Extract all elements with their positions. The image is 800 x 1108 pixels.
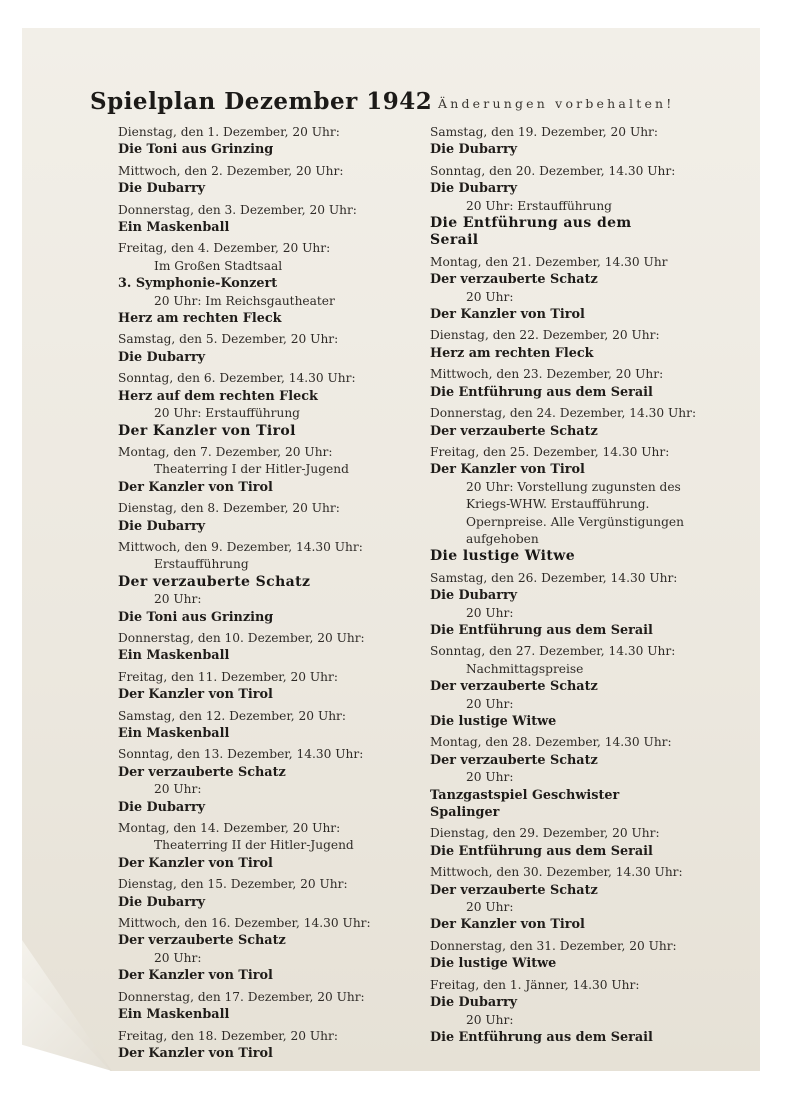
entry-performance-title: Die Dubarry — [430, 181, 518, 197]
entry-date-time: Samstag, den 12. Dezember, 20 Uhr: — [118, 708, 346, 723]
entry-date-time: Mittwoch, den 30. Dezember, 14.30 Uhr: — [430, 865, 683, 880]
entry-detail: 20 Uhr: Im Reichsgautheater — [154, 293, 335, 308]
entry-date-time: Mittwoch, den 23. Dezember, 20 Uhr: — [430, 367, 664, 382]
entry-performance-title: Die Toni aus Grinzing — [118, 142, 274, 158]
entry-detail: 20 Uhr: — [154, 950, 202, 965]
entry-performance-title: Der verzauberte Schatz — [118, 933, 286, 949]
entry-detail: 20 Uhr: — [466, 605, 514, 620]
entry-performance-title: Der verzauberte Schatz — [118, 573, 311, 590]
schedule-entry — [118, 1028, 418, 1063]
schedule-entry — [430, 938, 730, 973]
entry-performance-title: Die Dubarry — [118, 518, 206, 534]
entry-detail: Theaterring I der Hitler-Jugend — [154, 462, 349, 477]
schedule-entry — [430, 734, 730, 821]
schedule-entry — [118, 370, 418, 440]
entry-detail: 20 Uhr: — [466, 900, 514, 915]
entry-date-time: Donnerstag, den 10. Dezember, 20 Uhr: — [118, 630, 365, 645]
entry-detail: 20 Uhr: — [466, 770, 514, 785]
entry-performance-title: Herz am rechten Fleck — [118, 311, 282, 327]
schedule-entry — [118, 630, 418, 665]
entry-performance-title: Die Toni aus Grinzing — [118, 609, 274, 625]
entry-detail: 20 Uhr: Vorstellung zugunsten des — [466, 479, 681, 494]
entry-date-time: Samstag, den 26. Dezember, 14.30 Uhr: — [430, 570, 678, 585]
entry-performance-title: Der Kanzler von Tirol — [430, 462, 585, 478]
entry-date-time: Montag, den 21. Dezember, 14.30 Uhr — [430, 254, 668, 269]
entry-detail: Kriegs-WHW. Erstaufführung. — [466, 497, 650, 512]
schedule-entry — [118, 163, 418, 198]
page-title: Spielplan Dezember 1942 — [90, 88, 433, 115]
entry-performance-title: Herz am rechten Fleck — [430, 345, 594, 361]
entry-detail: aufgehoben — [466, 531, 539, 546]
entry-performance-title: Der verzauberte Schatz — [118, 764, 286, 780]
schedule-entry — [430, 864, 730, 934]
entry-date-time: Mittwoch, den 2. Dezember, 20 Uhr: — [118, 163, 344, 178]
entry-detail: 20 Uhr: — [154, 592, 202, 607]
entry-performance-title: Der Kanzler von Tirol — [430, 307, 585, 323]
entry-date-time: Samstag, den 5. Dezember, 20 Uhr: — [118, 332, 339, 347]
entry-performance-title: Die Entführung aus dem Serail — [430, 384, 653, 400]
schedule-entry — [118, 331, 418, 366]
entry-performance-title: Der verzauberte Schatz — [430, 882, 598, 898]
entry-detail: Im Großen Stadtsaal — [154, 258, 283, 273]
entry-detail: 20 Uhr: — [154, 782, 202, 797]
entry-performance-title: Serail — [430, 232, 479, 249]
entry-date-time: Donnerstag, den 24. Dezember, 14.30 Uhr: — [430, 406, 697, 421]
entry-date-time: Freitag, den 18. Dezember, 20 Uhr: — [118, 1028, 338, 1043]
schedule-entry — [430, 444, 730, 566]
entry-date-time: Dienstag, den 1. Dezember, 20 Uhr: — [118, 125, 340, 139]
entry-date-time: Sonntag, den 13. Dezember, 14.30 Uhr: — [118, 747, 364, 762]
entry-detail: 20 Uhr: Erstaufführung — [466, 198, 612, 213]
entry-date-time: Sonntag, den 20. Dezember, 14.30 Uhr: — [430, 163, 676, 178]
schedule-entry — [118, 202, 418, 237]
entry-performance-title: Der verzauberte Schatz — [430, 423, 598, 439]
entry-performance-title: Der verzauberte Schatz — [430, 272, 598, 288]
entry-date-time: Mittwoch, den 9. Dezember, 14.30 Uhr: — [118, 539, 363, 554]
entry-date-time: Freitag, den 4. Dezember, 20 Uhr: — [118, 241, 331, 256]
entry-performance-title: Die Dubarry — [118, 799, 206, 815]
entry-performance-title: Der verzauberte Schatz — [430, 679, 598, 695]
entry-performance-title: Der Kanzler von Tirol — [118, 422, 296, 439]
entry-date-time: Donnerstag, den 3. Dezember, 20 Uhr: — [118, 202, 357, 217]
schedule-entry — [430, 366, 730, 401]
entry-performance-title: Die Dubarry — [118, 349, 206, 365]
entry-date-time: Mittwoch, den 16. Dezember, 14.30 Uhr: — [118, 916, 371, 931]
entry-performance-title: Die Entführung aus dem — [430, 215, 632, 232]
entry-date-time: Samstag, den 19. Dezember, 20 Uhr: — [430, 125, 658, 139]
schedule-entry — [118, 708, 418, 743]
schedule-entry — [118, 989, 418, 1024]
schedule-entry — [430, 163, 730, 250]
schedule-entry — [430, 124, 730, 159]
entry-date-time: Dienstag, den 29. Dezember, 20 Uhr: — [430, 826, 660, 841]
entry-performance-title: Der Kanzler von Tirol — [118, 1045, 273, 1061]
entry-performance-title: Die lustige Witwe — [430, 956, 557, 972]
entry-date-time: Dienstag, den 8. Dezember, 20 Uhr: — [118, 501, 340, 516]
entry-detail: Nachmittagspreise — [466, 661, 584, 676]
entry-performance-title: Die Entführung aus dem Serail — [430, 1029, 653, 1045]
entry-performance-title: Die lustige Witwe — [430, 714, 557, 729]
entry-performance-title: Die lustige Witwe — [430, 548, 575, 565]
entry-performance-title: Der Kanzler von Tirol — [118, 855, 273, 871]
entry-performance-title: Der Kanzler von Tirol — [118, 687, 273, 703]
entry-date-time: Freitag, den 25. Dezember, 14.30 Uhr: — [430, 444, 670, 459]
entry-performance-title: Ein Maskenball — [118, 648, 230, 664]
entry-performance-title: Die Dubarry — [430, 588, 518, 604]
entry-date-time: Sonntag, den 27. Dezember, 14.30 Uhr: — [430, 644, 676, 659]
entry-date-time: Montag, den 7. Dezember, 20 Uhr: — [118, 444, 333, 459]
entry-detail: Theaterring II der Hitler-Jugend — [154, 838, 354, 853]
schedule-entry — [118, 820, 418, 872]
schedule-entry — [118, 539, 418, 626]
entry-date-time: Dienstag, den 22. Dezember, 20 Uhr: — [430, 328, 660, 343]
entry-detail: 20 Uhr: — [466, 289, 514, 304]
schedule-entry — [118, 669, 418, 704]
entry-detail: Erstaufführung — [154, 557, 249, 572]
entry-detail: 20 Uhr: Erstaufführung — [154, 406, 300, 421]
schedule-entry — [118, 500, 418, 535]
entry-performance-title: Der Kanzler von Tirol — [430, 917, 585, 933]
entry-performance-title: Ein Maskenball — [118, 220, 230, 236]
schedule-entry — [118, 876, 418, 911]
schedule-entry — [118, 240, 418, 327]
schedule-entry — [430, 254, 730, 324]
entry-date-time: Donnerstag, den 31. Dezember, 20 Uhr: — [430, 938, 677, 953]
entry-performance-title: Ein Maskenball — [118, 726, 230, 741]
schedule-entry — [118, 915, 418, 985]
schedule-entry — [118, 444, 418, 496]
entry-date-time: Freitag, den 1. Jänner, 14.30 Uhr: — [430, 977, 640, 992]
entry-detail: 20 Uhr: — [466, 696, 514, 711]
entry-performance-title: 3. Symphonie-Konzert — [118, 276, 278, 292]
schedule-entry — [430, 643, 730, 730]
entry-performance-title: Die Dubarry — [430, 142, 518, 158]
entry-performance-title: Die Dubarry — [430, 995, 518, 1011]
entry-date-time: Sonntag, den 6. Dezember, 14.30 Uhr: — [118, 371, 356, 386]
schedule-entry — [118, 124, 418, 159]
entry-performance-title: Die Dubarry — [118, 181, 206, 197]
entry-performance-title: Spalinger — [430, 805, 500, 821]
schedule-entry — [430, 977, 730, 1047]
entry-performance-title: Ein Maskenball — [118, 1007, 230, 1023]
entry-detail: Opernpreise. Alle Vergünstigungen — [466, 514, 684, 529]
entry-date-time: Donnerstag, den 17. Dezember, 20 Uhr: — [118, 989, 365, 1004]
entry-performance-title: Herz auf dem rechten Fleck — [118, 388, 318, 404]
schedule-entry — [430, 405, 730, 440]
schedule-entry — [430, 570, 730, 640]
entry-date-time: Montag, den 28. Dezember, 14.30 Uhr: — [430, 735, 672, 750]
schedule-entry — [118, 746, 418, 816]
schedule-column-right — [430, 124, 730, 1050]
entry-performance-title: Tanzgastspiel Geschwister — [430, 787, 620, 803]
entry-detail: 20 Uhr: — [466, 1012, 514, 1027]
entry-performance-title: Die Entführung aus dem Serail — [430, 843, 653, 859]
disclaimer-note: Änderungen vorbehalten! — [438, 96, 675, 111]
entry-performance-title: Die Entführung aus dem Serail — [430, 622, 653, 638]
entry-performance-title: Der verzauberte Schatz — [430, 752, 598, 768]
entry-date-time: Montag, den 14. Dezember, 20 Uhr: — [118, 821, 341, 836]
entry-date-time: Dienstag, den 15. Dezember, 20 Uhr: — [118, 877, 348, 892]
schedule-column-left — [118, 124, 418, 1066]
entry-performance-title: Der Kanzler von Tirol — [118, 479, 273, 495]
entry-date-time: Freitag, den 11. Dezember, 20 Uhr: — [118, 669, 338, 684]
schedule-entry — [430, 825, 730, 860]
schedule-entry — [430, 327, 730, 362]
entry-performance-title: Die Dubarry — [118, 894, 206, 910]
entry-performance-title: Der Kanzler von Tirol — [118, 968, 273, 984]
